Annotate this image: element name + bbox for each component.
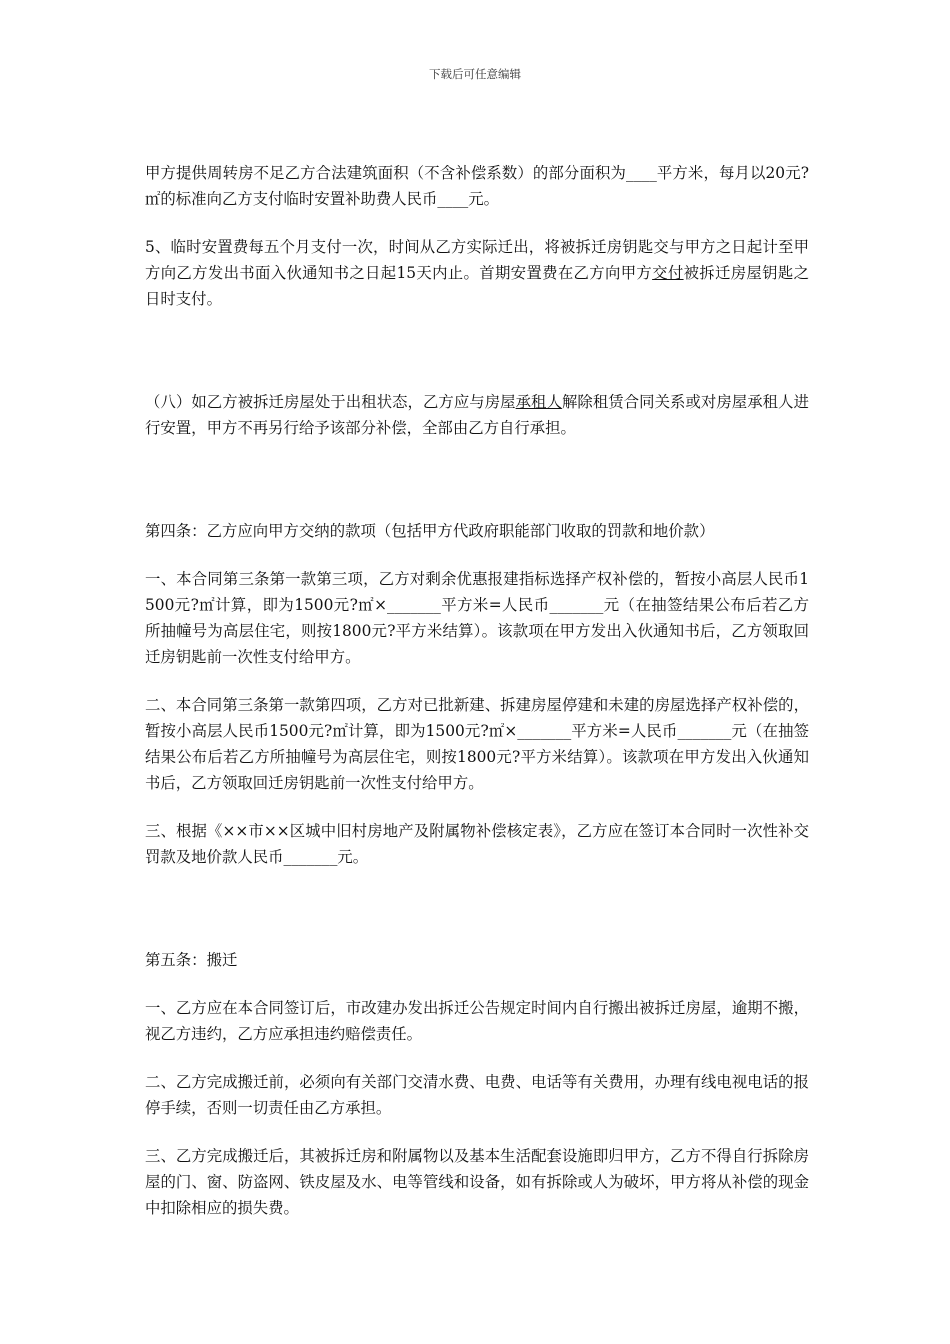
paragraph-article-4-item-3: 三、根据《××市××区城中旧村房地产及附属物补偿核定表》，乙方应在签订本合同时一次性补交罚款及地价款人民币_______元。: [145, 822, 809, 866]
paragraph-article-4-item-1: 一、本合同第三条第一款第三项，乙方对剩余优惠报建指标选择产权补偿的，暂按小高层人民币1500元?㎡计算，即为1500元?㎡×_______平方米=人民币_______元（在抽签结果公布后若乙方所抽幢号为高层住宅，则按1800元?平方米结算）。该款项在甲方发出入伙通知书后，乙方领取回迁房钥匙前一次性支付给甲方。: [145, 570, 809, 666]
paragraph-temporary-housing-subsidy: 甲方提供周转房不足乙方合法建筑面积（不含补偿系数）的部分面积为____平方米，每月以20元?㎡的标准向乙方支付临时安置补助费人民币____元。: [145, 164, 809, 208]
paragraph-article-5-item-2: 二、乙方完成搬迁前，必须向有关部门交清水费、电费、电话等有关费用，办理有线电视电话的报停手续，否则一切责任由乙方承担。: [145, 1073, 809, 1117]
section-heading-article-4: 第四条：乙方应向甲方交纳的款项（包括甲方代政府职能部门收取的罚款和地价款）: [145, 522, 715, 540]
document-body: [145, 160, 809, 1221]
section-heading-article-5: 第五条：搬迁: [145, 951, 238, 969]
paragraph-article-5-item-3: 三、乙方完成搬迁后，其被拆迁房和附属物以及基本生活配套设施即归甲方，乙方不得自行拆除房屋的门、窗、防盗网、铁皮屋及水、电等管线和设备，如有拆除或人为破坏，甲方将从补偿的现金中扣除相应的损失费。: [145, 1147, 809, 1217]
page-header: 下载后可任意编辑: [429, 67, 521, 81]
underlined-term: 交付: [652, 264, 684, 282]
underlined-term: 承租人: [515, 393, 562, 411]
paragraph-resettlement-fee-payment: 5、临时安置费每五个月支付一次，时间从乙方实际迁出，将被拆迁房钥匙交与甲方之日起计至甲方向乙方发出书面入伙通知书之日起15天内止。首期安置费在乙方向甲方交付被拆迁房屋钥匙之日时支付。: [145, 238, 809, 308]
paragraph-article-5-item-1: 一、乙方应在本合同签订后，市改建办发出拆迁公告规定时间内自行搬出被拆迁房屋，逾期不搬，视乙方违约，乙方应承担违约赔偿责任。: [145, 999, 809, 1043]
paragraph-article-4-item-2: 二、本合同第三条第一款第四项，乙方对已批新建、拆建房屋停建和未建的房屋选择产权补偿的，暂按小高层人民币1500元?㎡计算，即为1500元?㎡×_______平方米=人民币_______元（在抽签结果公布后若乙方所抽幢号为高层住宅，则按1800元?平方米结算）。该款项在甲方发出入伙通知书后，乙方领取回迁房钥匙前一次性支付给甲方。: [145, 696, 809, 792]
paragraph-rented-house-clause: （八）如乙方被拆迁房屋处于出租状态，乙方应与房屋承租人解除租赁合同关系或对房屋承租人进行安置，甲方不再另行给予该部分补偿，全部由乙方自行承担。: [145, 393, 809, 437]
